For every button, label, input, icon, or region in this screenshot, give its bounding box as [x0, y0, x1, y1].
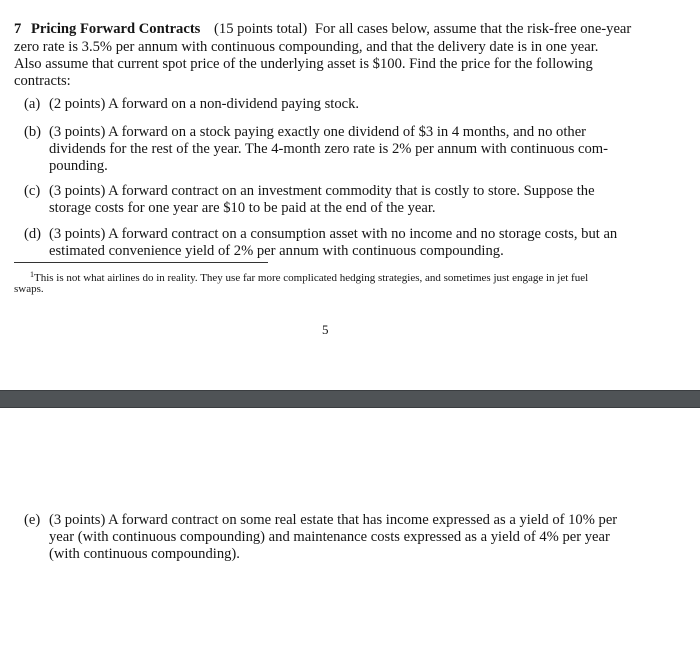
item-c-line-1: (3 points) A forward contract on an investment commodity that is costly to store. Suppose the: [49, 183, 595, 199]
item-e-line-1: (3 points) A forward contract on some real estate that has income expressed as a yield of 10% per: [49, 512, 618, 528]
page-6: [0, 408, 700, 645]
problem-points: (15 points total): [214, 21, 308, 37]
footnote-line-2: swaps.: [14, 283, 44, 295]
problem-heading: [14, 21, 631, 37]
page-number: 5: [322, 322, 329, 337]
item-b-line-2: dividends for the rest of the year. The 4-month zero rate is 2% per annum with continuous com-: [49, 141, 609, 157]
footnote-rule: [14, 262, 268, 263]
footnote-marker: 1: [30, 270, 34, 279]
item-d-label: (d): [24, 226, 42, 242]
item-b-line-3: pounding.: [49, 158, 108, 174]
problem-intro-line-3: Also assume that current spot price of the underlying asset is $100. Find the price for the following: [14, 56, 593, 72]
item-b-label: (b): [24, 124, 42, 140]
item-e-label: (e): [24, 512, 41, 528]
problem-intro-line-1: For all cases below, assume that the risk-free one-year: [314, 21, 632, 37]
footnote-text: This is not what airlines do in reality. They use far more complicated hedging strategies, and sometimes just engage in jet fuel: [34, 272, 589, 284]
item-e-line-3: (with continuous compounding).: [49, 546, 240, 562]
page-separator: [0, 390, 700, 408]
item-b-line-1: (3 points) A forward on a stock paying exactly one dividend of $3 in 4 months, and no other: [49, 124, 587, 140]
item-c-label: (c): [24, 183, 41, 199]
problem-intro-line-4: contracts:: [14, 73, 71, 89]
item-e-line-2: year (with continuous compounding) and maintenance costs expressed as a yield of 4% per year: [49, 529, 610, 545]
item-d-line-2: estimated convenience yield of 2% per annum with continuous compounding.: [49, 243, 504, 259]
footnote-line-1: [30, 268, 588, 285]
item-a-label: (a): [24, 96, 41, 112]
item-d-line-1: (3 points) A forward contract on a consumption asset with no income and no storage costs, but an: [49, 226, 618, 242]
item-a-line-1: (2 points) A forward on a non-dividend paying stock.: [49, 96, 360, 112]
problem-intro-line-2: zero rate is 3.5% per annum with continuous compounding, and that the delivery date is in one year.: [14, 39, 599, 55]
item-c-line-2: storage costs for one year are $10 to be paid at the end of the year.: [49, 200, 436, 216]
problem-title: Pricing Forward Contracts: [30, 21, 201, 37]
problem-number: 7: [14, 21, 22, 37]
